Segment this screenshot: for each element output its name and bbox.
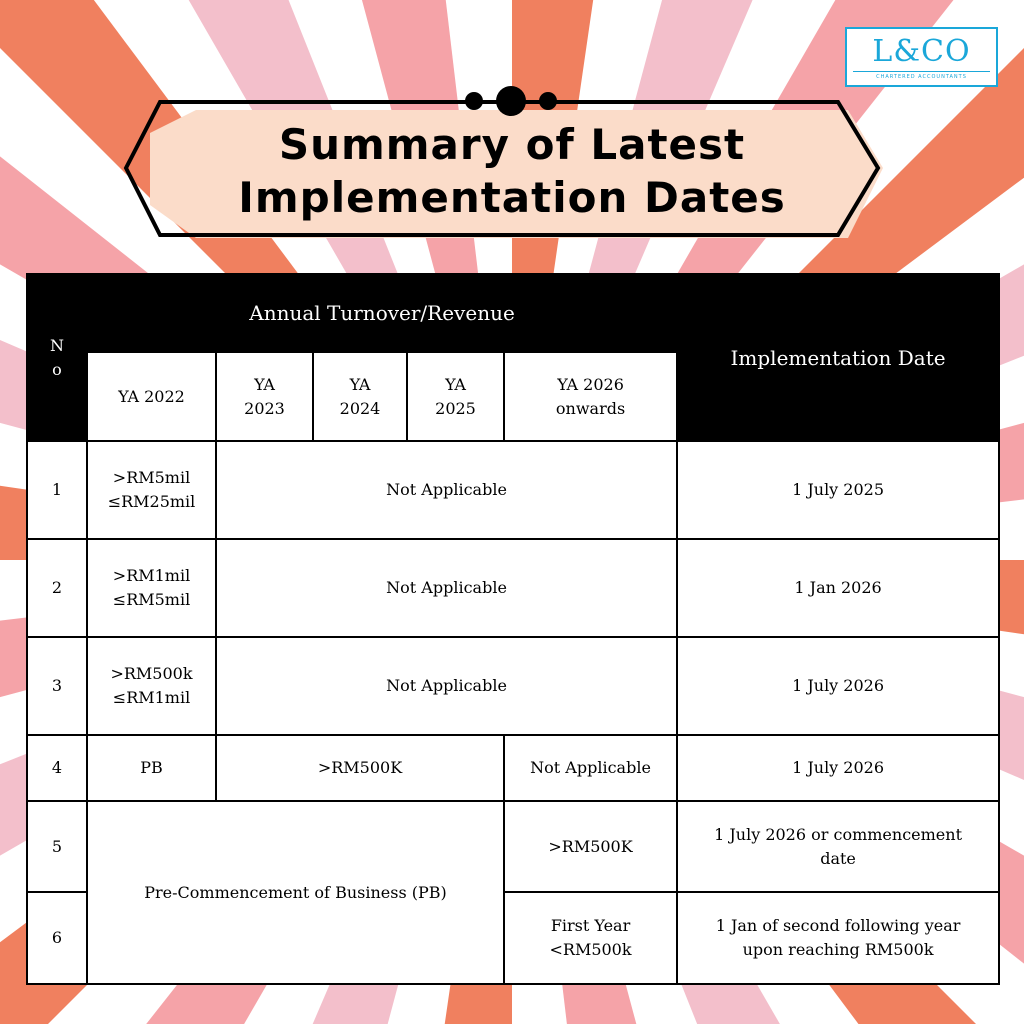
implementation-date: 1 July 2026 — [677, 735, 999, 801]
logo-text: L&CO — [872, 34, 971, 69]
row-number: 2 — [27, 539, 87, 637]
implementation-date: 1 July 2026 or commencement date — [677, 801, 999, 892]
header-ya-2026-onwards: YA 2026 onwards — [504, 352, 677, 441]
row-number: 3 — [27, 637, 87, 735]
logo-subtext: CHARTERED ACCOUNTANTS — [853, 71, 990, 80]
row-number: 4 — [27, 735, 87, 801]
title-line-2: Implementation Dates — [238, 173, 786, 222]
header-ya-2022: YA 2022 — [87, 352, 216, 441]
applicability: Not Applicable — [216, 441, 677, 539]
applicability: Not Applicable — [216, 637, 677, 735]
header-ya-2025: YA 2025 — [407, 352, 504, 441]
header-annual-turnover: Annual Turnover/Revenue — [87, 274, 677, 352]
banner-dot-left — [465, 92, 483, 110]
row-number: 6 — [27, 892, 87, 984]
pb-label: PB — [87, 735, 216, 801]
implementation-date: 1 July 2025 — [677, 441, 999, 539]
page-title — [150, 118, 874, 224]
banner-dot-right — [539, 92, 557, 110]
title-line-1: Summary of Latest — [278, 120, 746, 169]
implementation-date: 1 Jan 2026 — [677, 539, 999, 637]
turnover-threshold: >RM500K — [504, 801, 677, 892]
table-row — [27, 801, 999, 892]
banner-dot-center — [496, 86, 526, 116]
row-number: 5 — [27, 801, 87, 892]
turnover-range: >RM5mil ≤RM25mil — [87, 441, 216, 539]
pre-commencement-label: Pre-Commencement of Business (PB) — [87, 801, 504, 984]
implementation-date: 1 July 2026 — [677, 637, 999, 735]
turnover-range: >RM1mil ≤RM5mil — [87, 539, 216, 637]
applicability: Not Applicable — [504, 735, 677, 801]
table-row — [27, 539, 999, 637]
turnover-threshold: First Year <RM500k — [504, 892, 677, 984]
header-ya-2023: YA 2023 — [216, 352, 313, 441]
applicability: Not Applicable — [216, 539, 677, 637]
header-ya-2024: YA 2024 — [313, 352, 407, 441]
header-no: N o — [27, 274, 87, 441]
table-row — [27, 441, 999, 539]
implementation-date: 1 Jan of second following year upon reaching RM500k — [677, 892, 999, 984]
turnover-range: >RM500k ≤RM1mil — [87, 637, 216, 735]
row-number: 1 — [27, 441, 87, 539]
turnover-threshold: >RM500K — [216, 735, 504, 801]
implementation-table — [26, 273, 1000, 985]
table-row — [27, 735, 999, 801]
table-row — [27, 637, 999, 735]
header-implementation-date: Implementation Date — [677, 274, 999, 441]
